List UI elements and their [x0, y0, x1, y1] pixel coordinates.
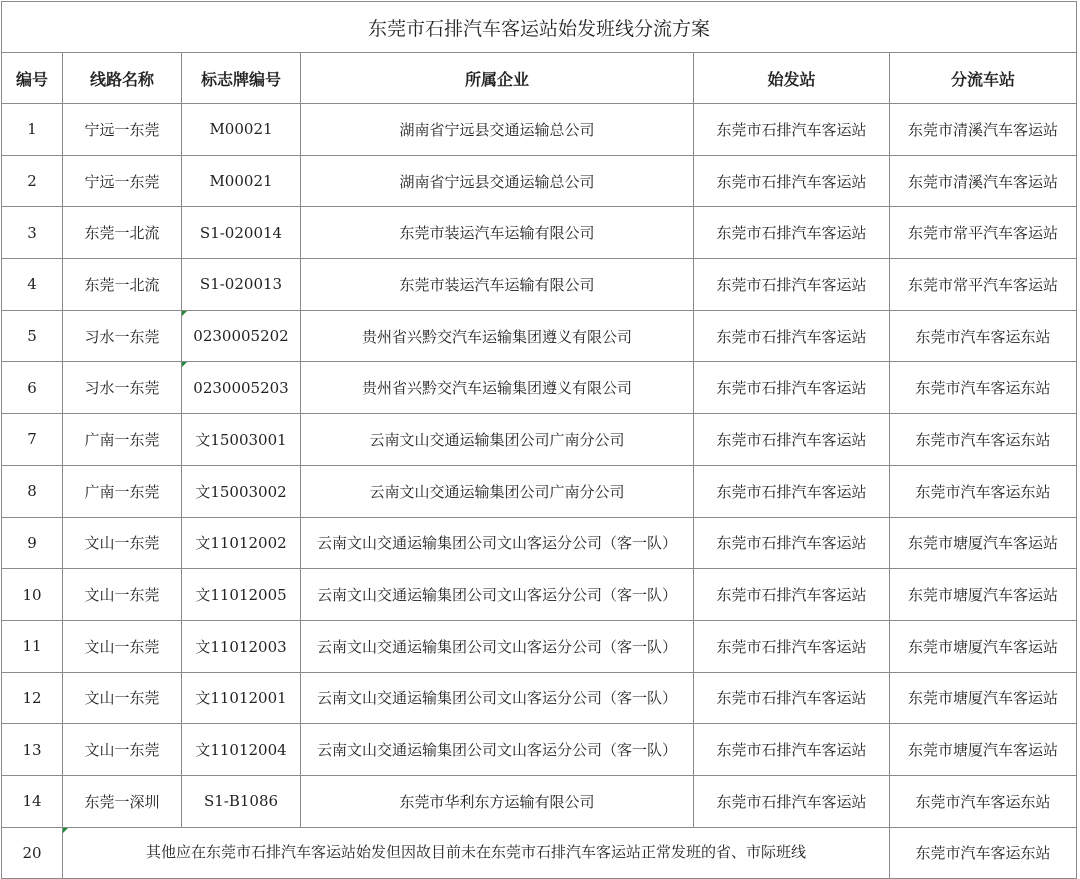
cell-route: 文山一东莞 — [63, 724, 182, 776]
cell-route: 宁远一东莞 — [63, 155, 182, 207]
cell-company: 东莞市华利东方运输有限公司 — [301, 775, 694, 827]
bus-route-table — [1, 1, 1077, 879]
cell-dest: 东莞市塘厦汽车客运站 — [890, 620, 1077, 672]
header-row — [2, 53, 1077, 104]
cell-dest: 东莞市汽车客运东站 — [890, 414, 1077, 466]
cell-no: 20 — [2, 827, 63, 878]
cell-no: 3 — [2, 207, 63, 259]
cell-route: 习水一东莞 — [63, 362, 182, 414]
cell-route: 文山一东莞 — [63, 569, 182, 621]
cell-company: 东莞市装运汽车运输有限公司 — [301, 259, 694, 311]
cell-origin: 东莞市石排汽车客运站 — [694, 259, 890, 311]
cell-dest: 东莞市常平汽车客运站 — [890, 207, 1077, 259]
cell-plate: 文15003002 — [182, 465, 301, 517]
cell-origin: 东莞市石排汽车客运站 — [694, 207, 890, 259]
cell-no: 8 — [2, 465, 63, 517]
cell-route: 东莞一深圳 — [63, 775, 182, 827]
table-row — [2, 569, 1077, 621]
cell-description: 其他应在东莞市石排汽车客运站始发但因故目前未在东莞市石排汽车客运站正常发班的省、市际班线 — [63, 827, 890, 878]
cell-origin: 东莞市石排汽车客运站 — [694, 672, 890, 724]
cell-dest: 东莞市塘厦汽车客运站 — [890, 724, 1077, 776]
cell-dest: 东莞市汽车客运东站 — [890, 310, 1077, 362]
column-header-route: 线路名称 — [63, 53, 182, 104]
cell-plate: S1-B1086 — [182, 775, 301, 827]
cell-no: 1 — [2, 104, 63, 156]
cell-plate: 文15003001 — [182, 414, 301, 466]
table-row — [2, 207, 1077, 259]
cell-company: 云南文山交通运输集团公司广南分公司 — [301, 414, 694, 466]
cell-company: 云南文山交通运输集团公司文山客运分公司（客一队） — [301, 569, 694, 621]
table-row — [2, 775, 1077, 827]
table-row — [2, 724, 1077, 776]
cell-company: 云南文山交通运输集团公司文山客运分公司（客一队） — [301, 724, 694, 776]
cell-dest: 东莞市清溪汽车客运站 — [890, 155, 1077, 207]
cell-no: 10 — [2, 569, 63, 621]
cell-no: 2 — [2, 155, 63, 207]
cell-origin: 东莞市石排汽车客运站 — [694, 620, 890, 672]
cell-no: 5 — [2, 310, 63, 362]
cell-company: 云南文山交通运输集团公司广南分公司 — [301, 465, 694, 517]
cell-no: 6 — [2, 362, 63, 414]
cell-route: 文山一东莞 — [63, 620, 182, 672]
cell-plate: 文11012004 — [182, 724, 301, 776]
cell-company: 东莞市装运汽车运输有限公司 — [301, 207, 694, 259]
cell-company: 湖南省宁远县交通运输总公司 — [301, 155, 694, 207]
cell-route: 东莞一北流 — [63, 207, 182, 259]
cell-dest: 东莞市塘厦汽车客运站 — [890, 569, 1077, 621]
column-header-no: 编号 — [2, 53, 63, 104]
cell-route: 习水一东莞 — [63, 310, 182, 362]
table-row — [2, 414, 1077, 466]
cell-origin: 东莞市石排汽车客运站 — [694, 104, 890, 156]
column-header-company: 所属企业 — [301, 53, 694, 104]
cell-company: 贵州省兴黔交汽车运输集团遵义有限公司 — [301, 362, 694, 414]
table-row-summary — [2, 827, 1077, 878]
cell-origin: 东莞市石排汽车客运站 — [694, 414, 890, 466]
cell-dest: 东莞市汽车客运东站 — [890, 775, 1077, 827]
cell-plate: S1-020013 — [182, 259, 301, 311]
cell-no: 14 — [2, 775, 63, 827]
cell-route: 文山一东莞 — [63, 517, 182, 569]
cell-origin: 东莞市石排汽车客运站 — [694, 465, 890, 517]
cell-plate: S1-020014 — [182, 207, 301, 259]
cell-route: 广南一东莞 — [63, 465, 182, 517]
cell-plate: 0230005203 — [182, 362, 301, 414]
cell-plate: 文11012002 — [182, 517, 301, 569]
table-row — [2, 362, 1077, 414]
cell-company: 贵州省兴黔交汽车运输集团遵义有限公司 — [301, 310, 694, 362]
table-row — [2, 310, 1077, 362]
table-row — [2, 620, 1077, 672]
cell-plate: 文11012005 — [182, 569, 301, 621]
cell-company: 云南文山交通运输集团公司文山客运分公司（客一队） — [301, 620, 694, 672]
cell-company: 湖南省宁远县交通运输总公司 — [301, 104, 694, 156]
cell-dest: 东莞市常平汽车客运站 — [890, 259, 1077, 311]
column-header-dest: 分流车站 — [890, 53, 1077, 104]
table-row — [2, 465, 1077, 517]
cell-dest: 东莞市塘厦汽车客运站 — [890, 672, 1077, 724]
cell-plate: M00021 — [182, 155, 301, 207]
cell-origin: 东莞市石排汽车客运站 — [694, 775, 890, 827]
column-header-plate: 标志牌编号 — [182, 53, 301, 104]
cell-no: 7 — [2, 414, 63, 466]
cell-no: 4 — [2, 259, 63, 311]
table-row — [2, 672, 1077, 724]
cell-dest: 东莞市汽车客运东站 — [890, 827, 1077, 878]
cell-origin: 东莞市石排汽车客运站 — [694, 569, 890, 621]
cell-plate: 文11012001 — [182, 672, 301, 724]
cell-origin: 东莞市石排汽车客运站 — [694, 155, 890, 207]
cell-no: 9 — [2, 517, 63, 569]
table-row — [2, 104, 1077, 156]
table-row — [2, 155, 1077, 207]
cell-no: 11 — [2, 620, 63, 672]
table-row — [2, 259, 1077, 311]
cell-company: 云南文山交通运输集团公司文山客运分公司（客一队） — [301, 672, 694, 724]
cell-dest: 东莞市汽车客运东站 — [890, 362, 1077, 414]
cell-dest: 东莞市塘厦汽车客运站 — [890, 517, 1077, 569]
cell-plate: M00021 — [182, 104, 301, 156]
cell-plate: 0230005202 — [182, 310, 301, 362]
cell-route: 广南一东莞 — [63, 414, 182, 466]
cell-origin: 东莞市石排汽车客运站 — [694, 724, 890, 776]
table-title: 东莞市石排汽车客运站始发班线分流方案 — [2, 2, 1077, 53]
cell-dest: 东莞市汽车客运东站 — [890, 465, 1077, 517]
column-header-origin: 始发站 — [694, 53, 890, 104]
cell-no: 12 — [2, 672, 63, 724]
cell-dest: 东莞市清溪汽车客运站 — [890, 104, 1077, 156]
cell-plate: 文11012003 — [182, 620, 301, 672]
cell-origin: 东莞市石排汽车客运站 — [694, 310, 890, 362]
cell-origin: 东莞市石排汽车客运站 — [694, 362, 890, 414]
cell-route: 宁远一东莞 — [63, 104, 182, 156]
cell-route: 东莞一北流 — [63, 259, 182, 311]
table-row — [2, 517, 1077, 569]
cell-origin: 东莞市石排汽车客运站 — [694, 517, 890, 569]
cell-company: 云南文山交通运输集团公司文山客运分公司（客一队） — [301, 517, 694, 569]
cell-route: 文山一东莞 — [63, 672, 182, 724]
cell-no: 13 — [2, 724, 63, 776]
